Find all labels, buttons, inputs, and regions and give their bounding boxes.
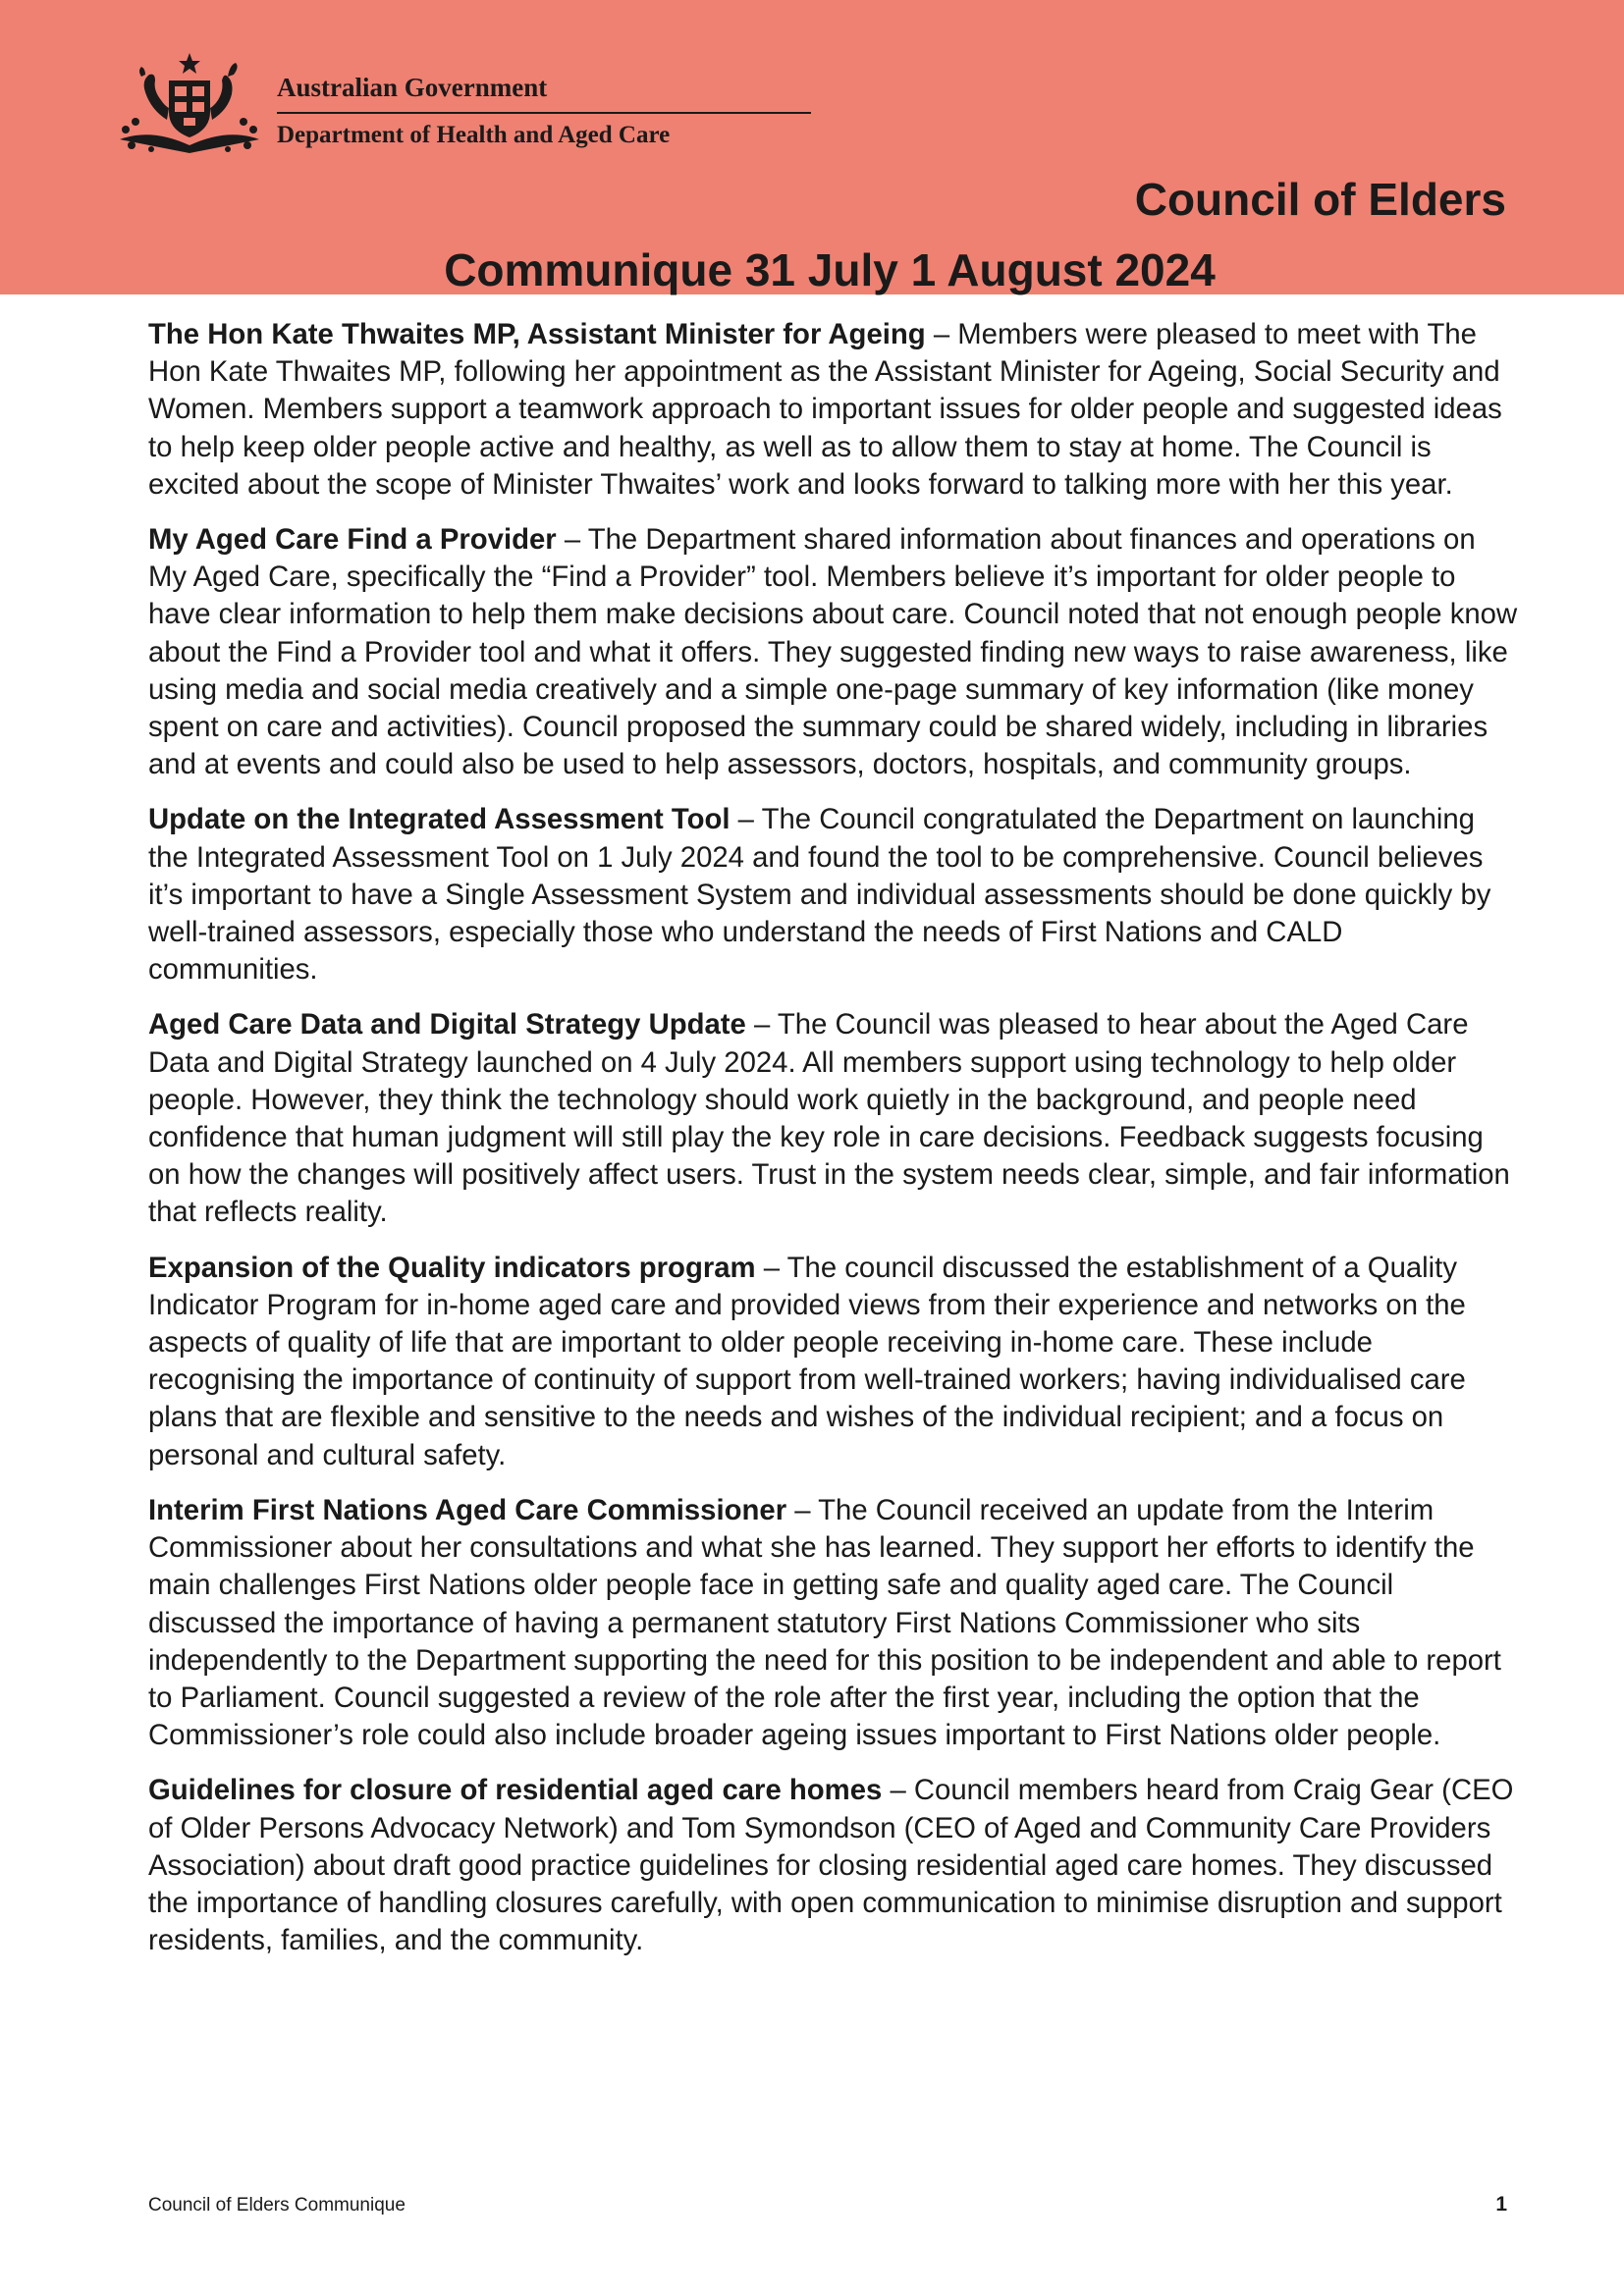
logo-divider — [277, 112, 811, 114]
communique-body — [148, 316, 1518, 1977]
section-heading: Expansion of the Quality indicators program — [148, 1251, 756, 1284]
section-heading: Aged Care Data and Digital Strategy Update — [148, 1008, 746, 1041]
section-closure-guidelines — [148, 1772, 1518, 1959]
section-find-a-provider — [148, 521, 1518, 783]
footer-label: Council of Elders Communique — [148, 2195, 406, 2216]
section-heading: The Hon Kate Thwaites MP, Assistant Minister for Ageing — [148, 318, 926, 350]
section-text: – The council discussed the establishment of a Quality Indicator Program for in-home aged care and provided views from their experience and networks on the aspects of quality of life that are important to older people receiving in-home care. These include recognising the importance of continuity of support from well-trained workers; having individualised care plans that are flexible and sensitive to the needs and wishes of the individual recipient; and a focus on personal and cultural safety. — [148, 1251, 1466, 1471]
page-number: 1 — [1495, 2193, 1507, 2216]
section-heading: Update on the Integrated Assessment Tool — [148, 803, 731, 836]
section-assessment-tool — [148, 801, 1518, 988]
government-name: Australian Government — [277, 73, 548, 102]
section-quality-indicators — [148, 1250, 1518, 1474]
section-minister — [148, 316, 1518, 504]
section-text: – Council members heard from Craig Gear (CEO of Older Persons Advocacy Network) and Tom Symondson (CEO of Aged and Community Care Providers Association) about draft good practice guidelines for closing residential aged care homes. They discussed the importance of handling closures carefully, with open communication to minimise disruption and support residents, families, and the community. — [148, 1774, 1514, 1957]
department-name: Department of Health and Aged Care — [277, 122, 671, 148]
section-first-nations-commissioner — [148, 1492, 1518, 1754]
page-title: Communique 31 July 1 August 2024 — [444, 244, 1216, 295]
council-title: Council of Elders — [1134, 174, 1506, 225]
section-heading: Guidelines for closure of residential aged care homes — [148, 1774, 883, 1807]
section-text: – The Council received an update from the Interim Commissioner about her consultations and what she has learned. They support her efforts to identify the main challenges First Nations older people face in getting safe and quality aged care. The Council discussed the importance of having a permanent statutory First Nations Commissioner who sits independently to the Department supporting the need for this position to be independent and able to report to Parliament. Council suggested a review of the role after the first year, including the option that the Commissioner’s role could also include broader ageing issues important to First Nations older people. — [148, 1493, 1501, 1752]
header-band — [0, 0, 1624, 294]
section-digital-strategy — [148, 1006, 1518, 1231]
section-text: – The Council was pleased to hear about the Aged Care Data and Digital Strategy launched on 4 July 2024. All members support using technology to help older people. However, they think the technology should work quietly in the background, and people need confidence that human judgment will still play the key role in care decisions. Feedback suggests focusing on how the changes will positively affect users. Trust in the system needs clear, simple, and fair information that reflects reality. — [148, 1008, 1510, 1229]
section-text: – The Department shared information about finances and operations on My Aged Care, specifically the “Find a Provider” tool. Members believe it’s important for older people to have clear information to help them make decisions about care. Council noted that not enough people know about the Find a Provider tool and what it offers. They suggested finding new ways to raise awareness, like using media and social media creatively and a simple one-page summary of key information (like money spent on care and activities). Council proposed the summary could be shared widely, including in libraries and at events and could also be used to help assessors, doctors, hospitals, and community groups. — [148, 523, 1518, 781]
coat-of-arms-icon — [112, 51, 267, 157]
section-heading: Interim First Nations Aged Care Commissioner — [148, 1493, 787, 1526]
section-text: – Members were pleased to meet with The Hon Kate Thwaites MP, following her appointment as the Assistant Minister for Ageing, Social Security and Women. Members support a teamwork approach to important issues for older people and suggested ideas to help keep older people active and healthy, as well as to allow them to stay at home. The Council is excited about the scope of Minister Thwaites’ work and looks forward to talking more with her this year. — [148, 318, 1502, 501]
government-logo — [112, 51, 701, 159]
section-text: – The Council congratulated the Department on launching the Integrated Assessment Tool on 1 July 2024 and found the tool to be comprehensive. Council believes it’s important to have a Single Assessment System and individual assessments should be done quickly by well-trained assessors, especially those who understand the needs of First Nations and CALD communities. — [148, 803, 1491, 987]
section-heading: My Aged Care Find a Provider — [148, 523, 557, 557]
